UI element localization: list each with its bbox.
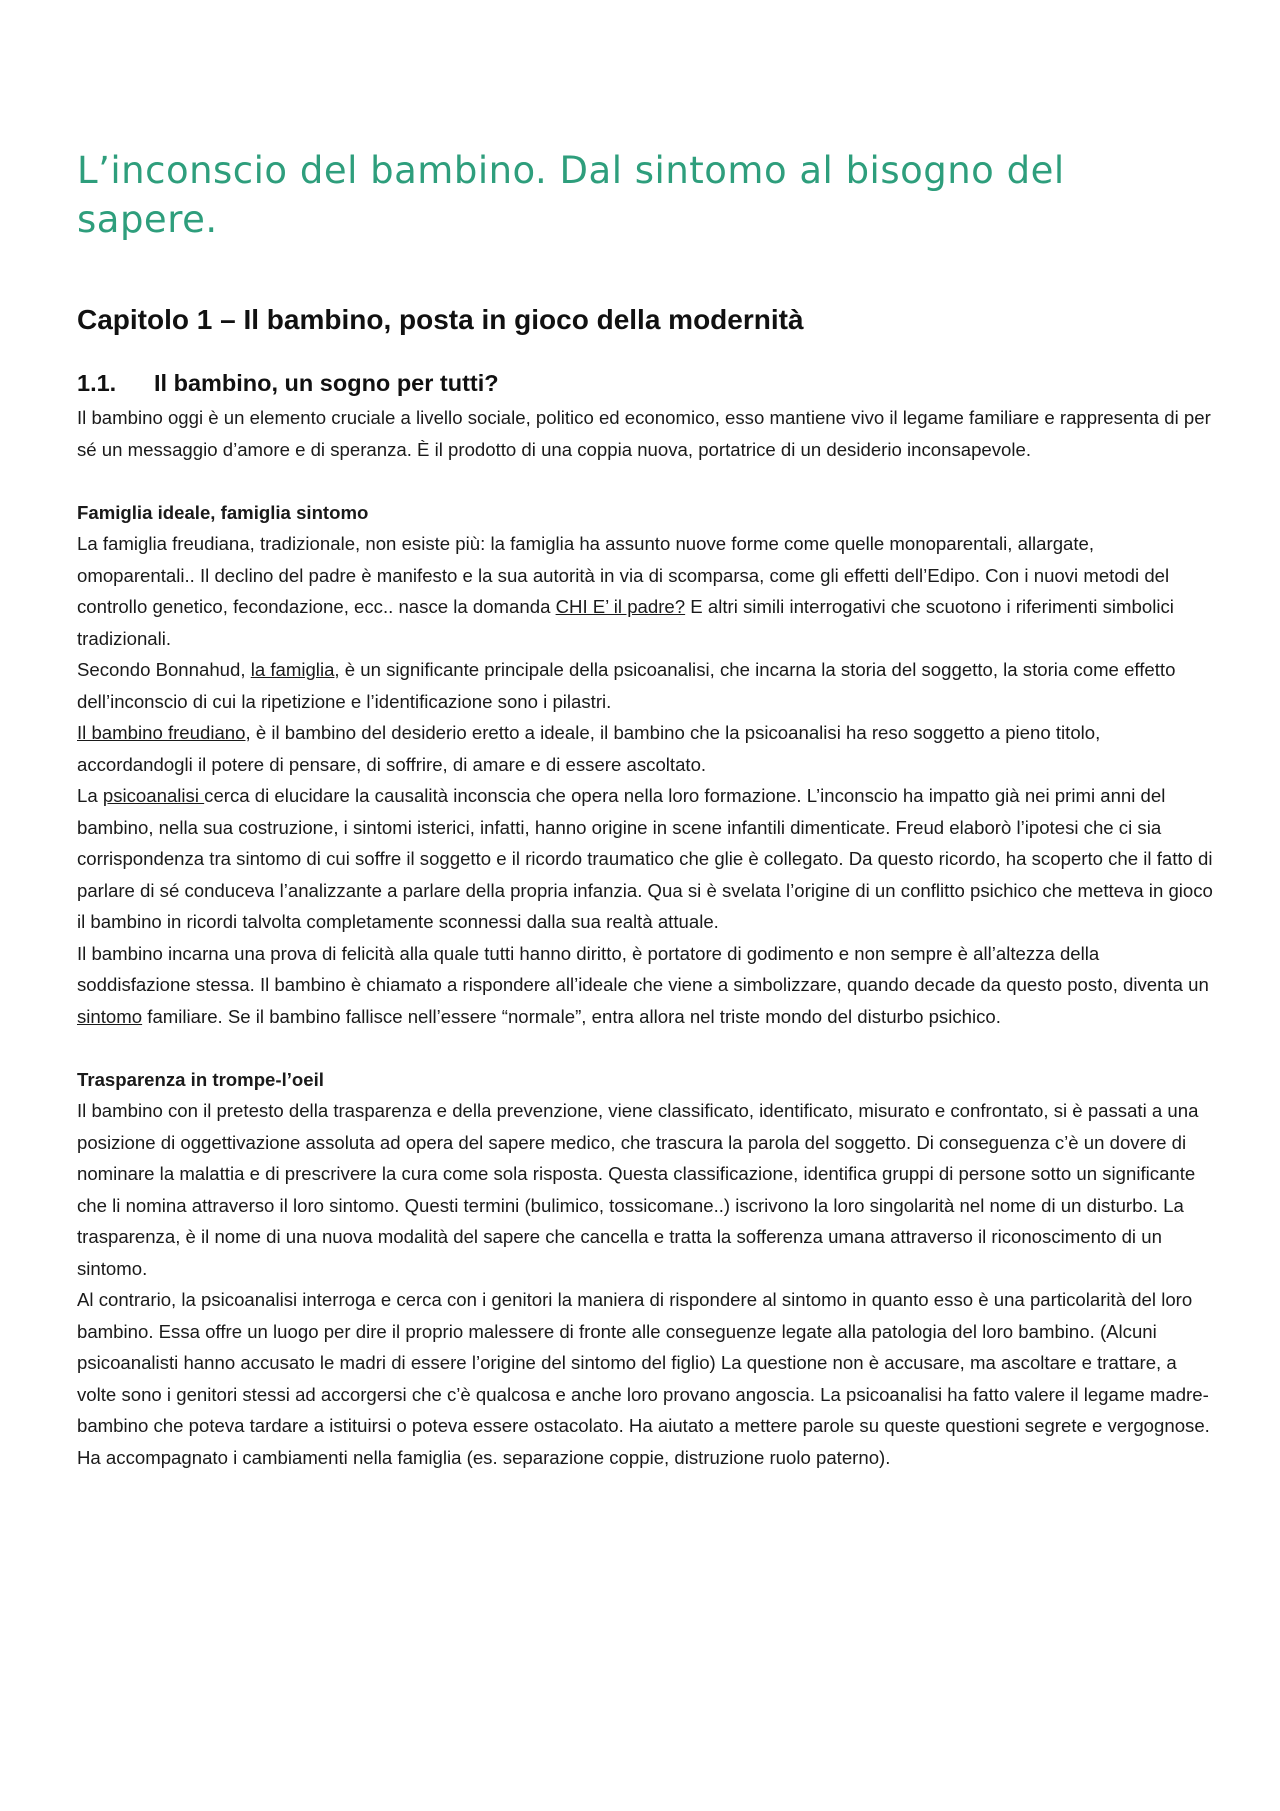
paragraph-spacer: [77, 1032, 1217, 1064]
intro-paragraph: Il bambino oggi è un elemento cruciale a livello sociale, politico ed economico, esso mantiene vivo il legame familiare e rappresenta di per sé un messaggio d’amore e di speranza. È il prodotto di una coppia nuova, portatrice di un desiderio inconsapevole.: [77, 407, 1211, 460]
underlined-chi-e-il-padre: CHI E’ il padre?: [555, 596, 686, 617]
famiglia-paragraph-1: [77, 528, 1217, 654]
famiglia-p3-text-b: , è il bambino del desiderio eretto a ideale, il bambino che la psicoanalisi ha reso soggetto a pieno titolo, accordandogli il potere di pensare, di soffrire, di amare e di essere ascoltato.: [77, 722, 1101, 775]
underlined-il-bambino-freudiano: Il bambino freudiano: [77, 722, 246, 743]
document-body: [77, 402, 1217, 1473]
famiglia-paragraph-2: [77, 654, 1217, 717]
famiglia-p1-text-a: La famiglia freudiana, tradizionale, non esiste più: la famiglia ha assunto nuove forme come quelle monoparentali, allargate, omoparentali.. Il declino del padre è manifesto e la sua autorità in via di scomparsa, come gli effetti dell’Edipo. Con i nuovi metodi del controllo genetico, fecondazione, ecc.. nasce la domanda: [77, 533, 1170, 617]
famiglia-paragraph-5: [77, 938, 1217, 1033]
trasparenza-paragraph-2: Al contrario, la psicoanalisi interroga e cerca con i genitori la maniera di rispondere al sintomo in quanto esso è una particolarità del loro bambino. Essa offre un luogo per dire il proprio malessere di fronte alle conseguenze legate alla patologia del loro bambino. (Alcuni psicoanalisti hanno accusato le madri di essere l’origine del sintomo del figlio) La questione non è accusare, ma ascoltare e trattare, a volte sono i genitori stessi ad accorgersi che c’è qualcosa e anche loro provano angoscia. La psicoanalisi ha fatto valere il legame madre-bambino che poteva tardare a istituirsi o poteva essere ostacolato. Ha aiutato a mettere parole su queste questioni segrete e vergognose. Ha accompagnato i cambiamenti nella famiglia (es. separazione coppie, distruzione ruolo paterno).: [77, 1289, 1210, 1468]
section-title: Il bambino, un sogno per tutti?: [154, 370, 499, 396]
underlined-sintomo: sintomo: [77, 1005, 143, 1027]
famiglia-p1-text-b: E altri simili interrogativi che scuotono i riferimenti simbolici tradizionali.: [77, 596, 1174, 649]
underlined-la-famiglia: la famiglia: [250, 659, 335, 680]
trasparenza-paragraph-1: Il bambino con il pretesto della trasparenza e della prevenzione, viene classificato, identificato, misurato e confrontato, si è passati a una posizione di oggettivazione assoluta ad opera del sapere medico, che trascura la parola del soggetto. Di conseguenza c’è un dovere di nominare la malattia e di prescrivere la cura come sola risposta. Questa classificazione, identifica gruppi di persone sotto un significante che li nomina attraverso il loro sintomo. Questi termini (bulimico, tossicomane..) iscrivono la loro singolarità nel nome di un disturbo. La trasparenza, è il nome di una nuova modalità del sapere che cancella e tratta la sofferenza umana attraverso il riconoscimento di un sintomo.: [77, 1100, 1199, 1279]
chapter-title: Capitolo 1 – Il bambino, posta in gioco della modernità: [77, 304, 804, 335]
subheading-trasparenza: Trasparenza in trompe-l’oeil: [77, 1068, 324, 1090]
underlined-psicoanalisi: psicoanalisi: [102, 785, 205, 806]
famiglia-p4-text-a: La: [77, 785, 103, 806]
section-number: 1.1.: [77, 370, 117, 396]
document-title: L’inconscio del bambino. Dal sintomo al bisogno del sapere.: [77, 149, 1065, 241]
famiglia-p4-text-b: cerca di elucidare la causalità inconscia che opera nella loro formazione. L’inconscio ha impatto già nei primi anni del bambino, nella sua costruzione, i sintomi isterici, infatti, hanno origine in scene infantili dimenticate. Freud elaborò l’ipotesi che ci sia corrispondenza tra sintomo di cui soffre il soggetto e il ricordo traumatico che glie è collegato. Da questo ricordo, ha scoperto che il fatto di parlare di sé conduceva l’analizzante a parlare della propria infanzia. Qua si è svelata l’origine di un conflitto psichico che metteva in gioco il bambino in ricordi talvolta completamente sconnessi dalla sua realtà attuale.: [77, 785, 1213, 932]
famiglia-p5-text-a: Il bambino incarna una prova di felicità alla quale tutti hanno diritto, è portatore di godimento e non sempre è all’altezza della soddisfazione stessa. Il bambino è chiamato a rispondere all’ideale che viene a simbolizzare, quando decade da questo posto, diventa un: [77, 942, 1209, 995]
subheading-famiglia: Famiglia ideale, famiglia sintomo: [77, 501, 369, 523]
famiglia-p5-text-b: familiare. Se il bambino fallisce nell’essere “normale”, entra allora nel triste mondo del disturbo psichico.: [142, 1005, 1001, 1027]
famiglia-p2-text-a: Secondo Bonnahud,: [77, 659, 251, 680]
section-heading: [77, 368, 499, 398]
famiglia-paragraph-4: [77, 780, 1217, 938]
famiglia-p2-text-b: , è un significante principale della psicoanalisi, che incarna la storia del soggetto, la storia come effetto dell’inconscio di cui la ripetizione e l’identificazione sono i pilastri.: [77, 659, 1176, 712]
famiglia-paragraph-3: [77, 717, 1217, 780]
paragraph-spacer: [77, 465, 1217, 497]
